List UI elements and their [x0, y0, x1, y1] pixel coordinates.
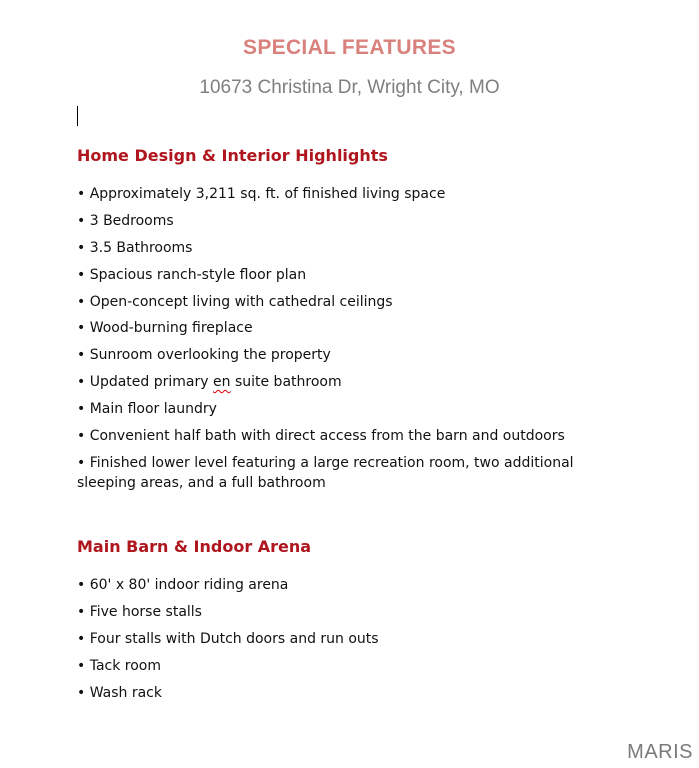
list-item: • Approximately 3,211 sq. ft. of finished living space — [77, 186, 446, 202]
list-item: • Sunroom overlooking the property — [77, 347, 331, 364]
property-address: 10673 Christina Dr, Wright City, MO — [199, 77, 500, 98]
list-item: • Convenient half bath with direct access from the barn and outdoors — [77, 428, 565, 445]
watermark: MARIS — [627, 741, 693, 763]
list-item: • Spacious ranch-style floor plan — [77, 266, 307, 283]
list-item: • Updated primary en suite bathroom — [77, 374, 342, 391]
list-item: • Five horse stalls — [77, 603, 202, 620]
list-item: • Tack room — [77, 657, 161, 674]
list-item: • 60' x 80' indoor riding arena — [77, 577, 289, 593]
list-item: • Wash rack — [77, 684, 162, 701]
list-item: • 3 Bedrooms — [77, 212, 174, 229]
list-item: • Four stalls with Dutch doors and run outs — [77, 630, 379, 647]
list-item: • 3.5 Bathrooms — [77, 239, 193, 256]
list-item: • Wood-burning fireplace — [77, 320, 253, 337]
section-heading-barn-arena: Main Barn & Indoor Arena — [77, 537, 312, 556]
section-heading-home-design: Home Design & Interior Highlights — [77, 146, 388, 165]
document-title: SPECIAL FEATURES — [243, 36, 456, 59]
list-item: • Main floor laundry — [77, 401, 217, 418]
spellcheck-word: en — [213, 374, 231, 391]
text-cursor — [77, 106, 78, 126]
list-item: • Open-concept living with cathedral ceilings — [77, 293, 393, 310]
barn-arena-list — [77, 575, 617, 709]
home-design-list — [77, 184, 617, 500]
list-item: • Finished lower level featuring a large recreation room, two additional sleeping areas, and a full bathroom — [77, 454, 574, 491]
